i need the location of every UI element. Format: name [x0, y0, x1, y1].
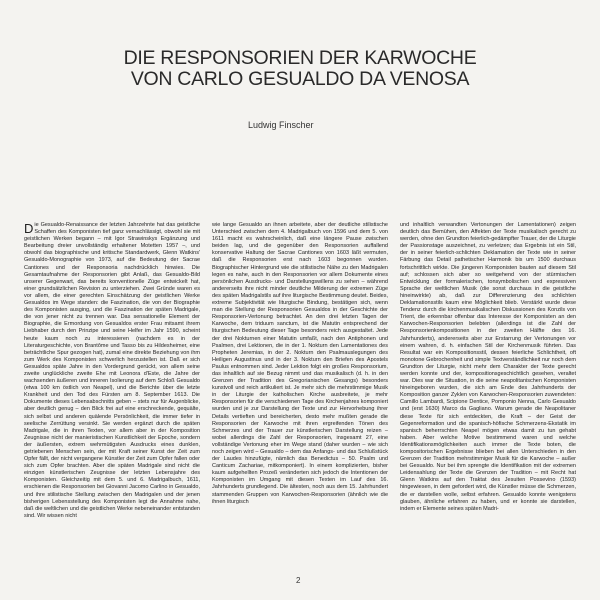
page-number: 2 [296, 576, 301, 585]
title-line-2: VON CARLO GESUALDO DA VENOSA [130, 68, 470, 90]
article-body [24, 222, 576, 580]
drop-cap: D [24, 222, 34, 236]
author-name: Ludwig Finscher [248, 120, 314, 130]
text-column-1 [24, 222, 200, 580]
text-column-3 [400, 222, 576, 580]
column-1-text: ie Gesualdo-Renaissance der letzten Jahrzehnte hat das geistliche Schaffen des Komponisten tief ganz vernachlässigt, obwohl sie mit geistlichen Werken begann – mit Igor Strawinskys Ergänzung und Bearbeitung dreier unvollständig erhaltener Motetten 1957 –, und obwohl das biographische und kritische Standardwerk, Glenn Watkins' Gesualdo-Monographie von 1973, auf die Bedeutung der Sacrae Cantiones und der Responsoria nachdrücklich hinwies. Die Gesamtaufnahme der Responsorien gibt Anlaß, das Gesualdo-Bild unserer Gegenwart, das bereits konventionelle Züge entwickelt hat, einer grundsätzlichen Revision zu unterziehen. Zwei Gründe waren es vor allem, die einer gerechten Einschätzung der geistlichen Werke Gesualdos im Wege standen: die Faszination, die von der Biographie des Komponisten ausging, und die Faszination der späten Madrigale, die von jener nicht zu trennen war. Das sensationelle Element der Biographie, die Ermordung von Gesualdos erster Frau mitsamt ihrem Liebhaber durch den Prinzipe und seine Helfer im Jahr 1590, scheint heute kaum noch zu interessieren (nachdem es in der Literaturgeschichte, von Brantôme und Tasso bis zu Hildesheimer, eine beträchtliche Spur gezogen hat), zumal eine direkte Beziehung von ihm zum Werk des Komponisten schwerlich herzustellen ist. Daß er sich Gesualdos späte Jahre in den Vordergrund gerückt, von allem seine zweite unglückliche zweite Ehe mit Leonora d'Este, die Jahre der wachsenden äußeren und inneren Isolierung auf dem Schloß Gesualdo (etwa 100 km östlich von Neapel), und die Berichte über die letzte Krankheit und den Tod des Fürsten am 8. September 1613. Die Dokumente dieses Lebensabschnitts geben – stets nur für Augenblicke, aber deutlich genug – den Blick frei auf eine erschreckende, gequälte, sich selbst und anderen quälende Persönlichkeit, die immer tiefer in seelische Zerrüttung versinkt. Sie werden ergänzt durch die späten Madrigale, die in ihren Texten, vor allem aber in der Komposition Zeugnisse nicht der manieristischen Kunstlichkeit der Epoche, sondern der äußersten, extrem wehrmütigsten Ausdrucks eines dunklen, getriebenen Menschen sein, der mit Kraft seiner Kunst der Zeit zum Opfer fällt, der nicht vergangene Künstler der Zeit zum Opfer fallen oder sich zum Opfer brachten. Aber die späten Madrigale sind nicht die einzigen künstlerischen Zeugnisse der letzten Lebensjahre des Komponisten. Gleichzeitig mit dem 5. und 6. Madrigalbuch, 1611, erschienen die Responsorien bei Giovanni Jacomo Carlino in Gesualdo, und ihre stilistische Stellung zwischen den Madrigalen und der jenen bisherigen Lebensstellung des Komponisten legt die Annahme nahe, daß die weltlichen und die geistlichen Werke nebeneinander entstanden sind. Wir wissen nicht [24, 222, 200, 519]
title-line-1: DIE RESPONSORIEN DER KARWOCHE [123, 47, 477, 69]
text-column-2 [212, 222, 388, 580]
column-3-text: und inhaltlich verwandten Vertonungen der Lamentationen) zeigen deutlich das Bemühen, den Affekten der Texte musikalisch gerecht zu werden, ohne den Grundton feierlich-gedämpfter Trauer, der die Liturgie der Passionstage auszeichnet, zu verletzen; das Ergebnis ist ein Stil, der in seiner feierlich-schlichten Deklamation der Texte wie in seiner Färbung das Detail pathetischer Harmonik bis um 1500 durchaus fortschrittlich wirkte. Die jüngeren Komponisten bauten auf diesem Stil auf; schlossen sich aber so weitgehend von der stürmischen Entwicklung der formalerischen, tonsymbolischen und expressiven Sprache der weltlichen Musik (die sonst durchaus in die geistliche hineinwirkte) ab, daß zur Differenzierung des schlichten Deklamationsstils kaum eine Möglichkeit blieb. Verstärkt wurde diese Tendenz durch die kirchenmusikalischen Diskussionen des Konzils von Trient, die erkennbar offenbar das Interesse der Komponisten an den Karwochen-Responsorien belebten (allerdings ist die Zahl der Responsorienkompositionen in der zweiten Hälfte des 16. Jahrhunderts), andererseits aber zur Erstarrung der Vertonungen vor einem wahren, d. h. einfachen Stil der Kirchenmusik führten. Das Resultat war ein Kompositionsstil, dessen feierliche Schlichtheit, oft monotone Gebrochenheit und simple Textverständlichkeit nur noch dem Grundton der Liturgie, nicht mehr dem Charakter der Texte gerecht werden konnte und der, kompositionsgeschichtlich gesehen, veraltet war. Dies war die Situation, in die seine neapolitanischen Komponisten hineingeboren wurden, die sich am Ende des Jahrhunderts der Komposition ganzer Zyklen von Karwochen-Responsorien zuwendeten: Camillo Lambardi, Scipione Dentice, Pomponio Nenna, Carlo Gesualdo und (erst 1630) Marco da Gagliano. Warum gerade die Neapolitaner diese Texte für sich entdeckten, die Kraft – der Geist der Gegenreformation und die spanisch-höfische Schmerzens-Ekstatik im spanisch beherrschten Neapel mögen etwas damit zu tun gehabt haben. Aber welche Motive bestimmend waren und welche Identifikationsmöglichkeiten auch immer die Texte boten, die kompositorischen Ergebnisse blieben bei allen Unterschieden in den Grenzen der Tradition mehrstimmiger Musik für die Karwoche – außer bei Gesualdo. Nur bei ihm sprengte die Identifikation mit der extremen Leidensahlung der Texte die Grenzen der Tradition – mit Recht hat Glenn Watkins auf den Traktat des Jesuiten Possevino (1593) hingewiesen, in dem gefordert wird, die Künstler müsse die Schmerzen, die er darstellen wolle, selbst erfahren. Gesualdo konnte wenigstens glauben, ähnliche erfahren zu haben, und er konnte sie darstellen, indem er Elemente seines späten Madri- [400, 222, 576, 512]
column-2-text: wie lange Gesualdo an ihnen arbeitete, aber der deutliche stilistische Unterschied zwischen dem 4. Madrigalbuch von 1596 und dem 5. von 1611 macht es wahrscheinlich, daß eine längere Pause zwischen beiden lag, und die gegenüber den Responsorien auffallend konservative Haltung der Sacrae Cantiones von 1603 läßt vermuten, daß die Responsorien erst nach 1603 begonnen wurden. Biographischer Hintergrund wie die stilistische Nähe zu den Madrigalen legen es nahe, auch in den Responsorien vor allem Dokumente eines persönlichen Ausdrucks- und Darstellungswillens zu sehen – während andererseits ihre nicht minder deutliche Milderung der extremen Züge des späten Madrigalstils auf ihre liturgische Bestimmung deutet. Beides, extreme Subjektivität wie liturgische Bindung, bestätigen sich, wenn man die Stellung der Responsorien Gesualdos in der Geschichte der Responsorien-Vertonung betrachtet. An den drei letzten Tagen der Karwoche, dem triduum sanctum, ist die Matutin entsprechend der liturgischen Bedeutung dieser Tage besonders reich ausgestaltet. Jede der drei Nokturnen einer Matutin umfaßt, nach den Antiphonen und Psalmen, drei Lektionen, die in der 1. Nokturn den Lamentationes des Propheten Jeremias, in der 2. Nokturn den Psalmauslegungen des Heiligen Augustinus und in der 3. Nokturn den Briefen des Apostels Paulus entnommen sind. Jeder Lektion folgt ein großes Responsorium, das inhaltlich auf sie Bezug nimmt und das musikalisch (d. h. in den Grenzen der Tradition des Gregorianischen Gesangs) besonders kunstvoll und reich artikuliert ist. Je mehr sich die mehrstimmige Musik in der Liturgie der katholischen Kirche ausbreitete, je mehr Responsorien für die verschiedenen Tage des Kirchenjahres komponiert wurden und je zur Darstellung der Texte und zur Hervorhebung ihrer Details vertieften und bereicherten, desto mehr mußten gerade die Responsorien der Karwoche mit ihren ergreifenden Tönen des Schmerzes und der Trauer zur künstlerischen Darstellung reizen – wobei allerdings die Zahl der Responsorien, insgesamt 27, eine vollständige Vertonung eher im Wege stand (daher wurden – wie sich noch zeigen wird – Gesualdo – dem das Anfangs- und das Schlußstück der Laudes hinzufügte, nämlich das Benedictus – 50. Psalm und Canticum Zachariae, mitkomponiert). In einem komplizierten, bisher kaum aufgehellten Prozeß veränderten sich jedoch die Intentionen der Komponisten im Umgang mit diesen Texten im Lauf des 16. Jahrhunderts grundlegend. Die ältesten, noch aus dem 15. Jahrhundert stammenden Gruppen von Karwochen-Responsorien (ähnlich wie die ihnen liturgisch [212, 222, 388, 505]
page-title [0, 48, 600, 90]
